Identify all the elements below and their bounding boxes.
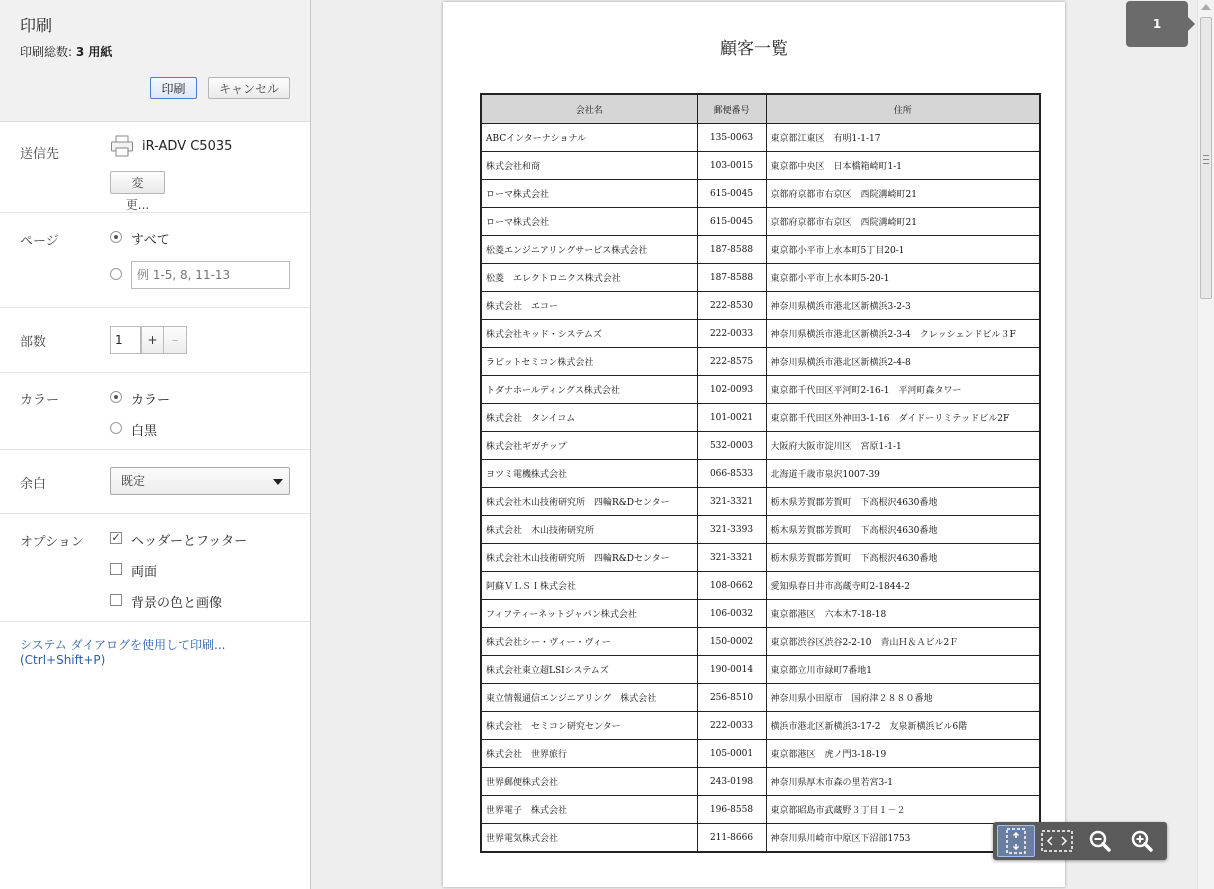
address-cell: 東京都港区 六本木7-18-18 (766, 600, 1040, 628)
address-cell: 横浜市港北区新横浜3-17-2 友泉新横浜ビル6階 (766, 712, 1040, 740)
address-cell: 神奈川県厚木市森の里若宮3-1 (766, 768, 1040, 796)
chevron-down-icon (273, 479, 283, 485)
address-cell: 大阪府大阪市淀川区 宮原1-1-1 (766, 432, 1040, 460)
company-cell: 株式会社シー・ヴィー・ヴィー (481, 628, 697, 656)
pages-label: ページ (20, 234, 59, 249)
options-section (0, 514, 310, 622)
table-row (481, 712, 1040, 740)
cancel-button[interactable]: キャンセル (208, 77, 290, 99)
address-cell: 神奈川県小田原市 国府津２８８０番地 (766, 684, 1040, 712)
table-row (481, 488, 1040, 516)
background-graphics-checkbox[interactable] (110, 594, 122, 606)
summary-value: 3 用紙 (75, 45, 113, 59)
column-header: 会社名 (481, 94, 697, 124)
table-row (481, 152, 1040, 180)
address-cell: 北海道千歳市泉沢1007-39 (766, 460, 1040, 488)
print-button[interactable]: 印刷 (150, 77, 197, 99)
company-cell: ヨツミ電機株式会社 (481, 460, 697, 488)
company-cell: 株式会社 エコー (481, 292, 697, 320)
table-row (481, 768, 1040, 796)
postal-code-cell: 211-8666 (697, 824, 766, 853)
headers-footers-label: ヘッダーとフッター (131, 534, 248, 549)
postal-code-cell: 190-0014 (697, 656, 766, 684)
postal-code-cell: 321-3393 (697, 516, 766, 544)
duplex-label: 両面 (131, 565, 158, 580)
company-cell: ABCインターナショナル (481, 124, 697, 152)
postal-code-cell: 222-8530 (697, 292, 766, 320)
address-cell: 東京都千代田区外神田3-1-16 ダイドーリミテッドビル2F (766, 404, 1040, 432)
company-cell: 株式会社 タンイコム (481, 404, 697, 432)
pages-range-radio[interactable] (110, 268, 122, 280)
print-preview-area (311, 0, 1197, 889)
background-graphics-label: 背景の色と画像 (131, 596, 223, 611)
document-title: 顧客一覧 (720, 39, 788, 59)
column-header: 住所 (766, 94, 1040, 124)
postal-code-cell: 256-8510 (697, 684, 766, 712)
postal-code-cell: 187-8588 (697, 264, 766, 292)
destination-label: 送信先 (20, 147, 60, 162)
address-cell: 栃木県芳賀郡芳賀町 下高根沢4630番地 (766, 488, 1040, 516)
table-row (481, 656, 1040, 684)
fit-to-width-icon (1038, 825, 1076, 857)
table-row (481, 460, 1040, 488)
pages-range-input[interactable] (131, 261, 290, 289)
zoom-toolbar (993, 822, 1167, 860)
pages-all-label: すべて (131, 233, 170, 248)
table-row (481, 432, 1040, 460)
postal-code-cell: 196-8558 (697, 796, 766, 824)
preview-scrollbar[interactable] (1197, 0, 1214, 889)
table-row (481, 684, 1040, 712)
postal-code-cell: 321-3321 (697, 544, 766, 572)
postal-code-cell: 135-0063 (697, 124, 766, 152)
print-header (0, 0, 310, 122)
table-row (481, 796, 1040, 824)
table-row (481, 236, 1040, 264)
postal-code-cell: 108-0662 (697, 572, 766, 600)
margins-selected-value: 既定 (121, 474, 146, 488)
address-cell: 東京都立川市緑町7番地1 (766, 656, 1040, 684)
postal-code-cell: 187-8588 (697, 236, 766, 264)
company-cell: 株式会社東立超LSIシステムズ (481, 656, 697, 684)
company-cell: 株式会社ギガチップ (481, 432, 697, 460)
company-cell: 株式会社 セミコン研究センター (481, 712, 697, 740)
table-row (481, 572, 1040, 600)
headers-footers-checkbox[interactable] (110, 532, 122, 544)
scroll-up-arrow-icon[interactable] (1201, 4, 1211, 10)
address-cell: 愛知県春日井市高蔵寺町2-1844-2 (766, 572, 1040, 600)
address-cell: 東京都昭島市武蔵野３丁目１－２ (766, 796, 1040, 824)
company-cell: ラビットセミコン株式会社 (481, 348, 697, 376)
company-cell: 松菱 エレクトロニクス株式会社 (481, 264, 697, 292)
color-section (0, 373, 310, 450)
printer-name: iR-ADV C5035 (142, 139, 233, 154)
address-cell: 東京都渋谷区渋谷2-2-10 青山Ｈ＆Ａビル2Ｆ (766, 628, 1040, 656)
postal-code-cell: 222-0033 (697, 712, 766, 740)
print-title: 印刷 (20, 16, 53, 35)
bw-option-label: 白黒 (131, 424, 158, 439)
address-cell: 京都府京都市右京区 西院溝崎町21 (766, 208, 1040, 236)
postal-code-cell: 321-3321 (697, 488, 766, 516)
company-cell: ローマ株式会社 (481, 208, 697, 236)
address-cell: 東京都港区 虎ノ門3-18-19 (766, 740, 1040, 768)
table-row (481, 180, 1040, 208)
copies-increment-button[interactable]: + (141, 326, 164, 354)
postal-code-cell: 106-0032 (697, 600, 766, 628)
table-row (481, 544, 1040, 572)
table-row (481, 264, 1040, 292)
table-row (481, 376, 1040, 404)
company-cell: 松菱エンジニアリングサービス株式会社 (481, 236, 697, 264)
company-cell: 世界電気株式会社 (481, 824, 697, 853)
options-label: オプション (20, 535, 84, 550)
postal-code-cell: 105-0001 (697, 740, 766, 768)
company-cell: 株式会社木山技術研究所 四輪R&Dセンター (481, 488, 697, 516)
copies-input[interactable]: 1 (110, 326, 141, 354)
table-row (481, 516, 1040, 544)
table-header-row (481, 94, 1040, 124)
postal-code-cell: 615-0045 (697, 208, 766, 236)
postal-code-cell: 066-8533 (697, 460, 766, 488)
copies-decrement-button[interactable]: – (164, 326, 187, 354)
color-label: カラー (20, 393, 60, 408)
company-cell: 世界電子 株式会社 (481, 796, 697, 824)
fit-to-width-button[interactable] (1038, 825, 1076, 857)
fit-to-page-icon (998, 826, 1034, 856)
company-cell: 株式会社 木山技術研究所 (481, 516, 697, 544)
zoom-in-button[interactable] (1123, 825, 1161, 857)
postal-code-cell: 103-0015 (697, 152, 766, 180)
address-cell: 栃木県芳賀郡芳賀町 下高根沢4630番地 (766, 516, 1040, 544)
address-cell: 神奈川県横浜市港北区新横浜2-4-8 (766, 348, 1040, 376)
page-number-badge: 1 (1126, 1, 1188, 47)
company-cell: 阿蘇ＶＬＳＩ株式会社 (481, 572, 697, 600)
postal-code-cell: 615-0045 (697, 180, 766, 208)
table-row (481, 320, 1040, 348)
company-cell: 株式会社和商 (481, 152, 697, 180)
table-row (481, 124, 1040, 152)
table-row (481, 628, 1040, 656)
margins-label: 余白 (20, 477, 47, 492)
color-option-label: カラー (131, 393, 171, 408)
company-cell: 東立情報通信エンジニアリング 株式会社 (481, 684, 697, 712)
company-cell: フィフティーネットジャパン株式会社 (481, 600, 697, 628)
system-dialog-link[interactable]: システム ダイアログを使用して印刷... (Ctrl+Shift+P) (20, 638, 226, 667)
table-row (481, 824, 1040, 853)
checkmark-icon: ✓ (111, 531, 121, 544)
table-row (481, 404, 1040, 432)
margins-section (0, 450, 310, 514)
company-cell: 株式会社木山技術研究所 四輪R&Dセンター (481, 544, 697, 572)
company-cell: 世界郵便株式会社 (481, 768, 697, 796)
table-row (481, 292, 1040, 320)
address-cell: 東京都千代田区平河町2-16-1 平河町森タワー (766, 376, 1040, 404)
postal-code-cell: 150-0002 (697, 628, 766, 656)
postal-code-cell: 222-8575 (697, 348, 766, 376)
zoom-out-button[interactable] (1081, 825, 1119, 857)
postal-code-cell: 101-0021 (697, 404, 766, 432)
copies-label: 部数 (20, 335, 47, 350)
summary-prefix: 印刷総数: (20, 45, 76, 59)
destination-section (0, 122, 310, 213)
postal-code-cell: 222-0033 (697, 320, 766, 348)
address-cell: 神奈川県横浜市港北区新横浜2-3-4 クレッシェンドビル３F (766, 320, 1040, 348)
change-destination-button[interactable]: 変更... (110, 171, 165, 194)
address-cell: 東京都小平市上水本町5丁目20-1 (766, 236, 1040, 264)
address-cell: 東京都江東区 有明1-1-17 (766, 124, 1040, 152)
address-cell: 栃木県芳賀郡芳賀町 下高根沢4630番地 (766, 544, 1040, 572)
address-cell: 京都府京都市右京区 西院溝崎町21 (766, 180, 1040, 208)
table-row (481, 348, 1040, 376)
address-cell: 神奈川県川崎市中原区下沼部1753 (766, 824, 1040, 853)
company-cell: ローマ株式会社 (481, 180, 697, 208)
pages-all-radio[interactable] (110, 231, 122, 243)
print-settings-sidebar (0, 0, 311, 889)
copies-section (0, 308, 310, 373)
address-cell: 東京都中央区 日本橋箱崎町1-1 (766, 152, 1040, 180)
company-cell: 株式会社 世界旅行 (481, 740, 697, 768)
grip-icon (1203, 155, 1209, 164)
postal-code-cell: 102-0093 (697, 376, 766, 404)
fit-to-page-button[interactable] (997, 825, 1035, 857)
margins-select[interactable] (110, 467, 290, 495)
postal-code-cell: 243-0198 (697, 768, 766, 796)
scrollbar-thumb[interactable] (1200, 17, 1212, 299)
bw-radio[interactable] (110, 422, 122, 434)
preview-page (443, 2, 1065, 887)
table-row (481, 740, 1040, 768)
postal-code-cell: 532-0003 (697, 432, 766, 460)
company-cell: トダナホールディングス株式会社 (481, 376, 697, 404)
company-cell: 株式会社キッド・システムズ (481, 320, 697, 348)
zoom-out-icon (1081, 825, 1119, 857)
table-row (481, 600, 1040, 628)
duplex-checkbox[interactable] (110, 563, 122, 575)
zoom-in-icon (1123, 825, 1161, 857)
pages-section (0, 213, 310, 308)
table-row (481, 208, 1040, 236)
color-radio[interactable] (110, 391, 122, 403)
column-header: 郵便番号 (697, 94, 766, 124)
address-cell: 神奈川県横浜市港北区新横浜3-2-3 (766, 292, 1040, 320)
customer-table (480, 93, 1041, 853)
address-cell: 東京都小平市上水本町5-20-1 (766, 264, 1040, 292)
printer-icon (110, 135, 134, 157)
print-summary (20, 43, 112, 60)
